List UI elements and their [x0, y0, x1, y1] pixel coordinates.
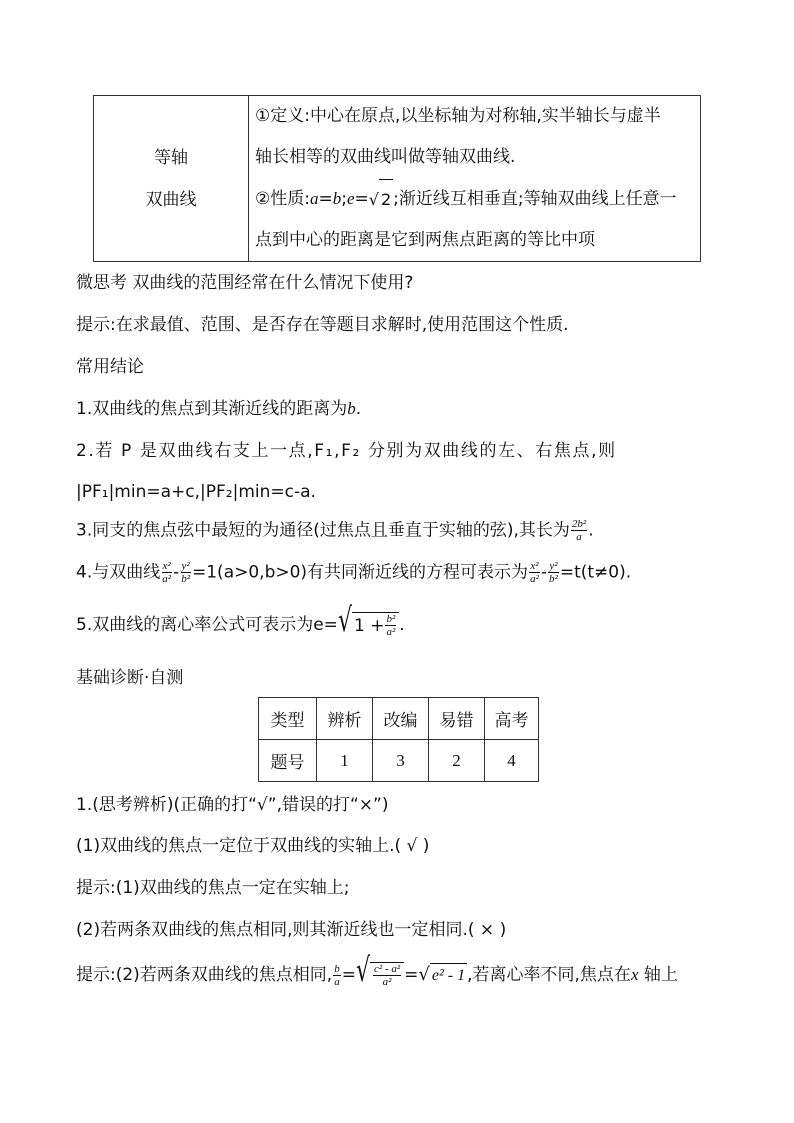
c4-text-1: 4.与双曲线 — [76, 562, 161, 583]
exercise-item-2-hint — [76, 952, 678, 990]
table-row — [259, 740, 539, 782]
equals-sign: = — [354, 189, 369, 209]
radical-sign: √ — [418, 963, 430, 985]
var-b: b — [332, 189, 342, 208]
var-e: e — [346, 189, 355, 208]
c4-frac-1 — [161, 560, 172, 585]
head-line-2: 双曲线 — [145, 189, 197, 210]
conclusion-5 — [76, 602, 405, 640]
table-content-cell — [249, 96, 701, 262]
frac-denominator: b² — [181, 573, 190, 585]
property-rest: ;渐近线互相垂直;等轴双曲线上任意一 — [393, 189, 677, 209]
equals-sign: = — [318, 189, 333, 209]
definition-line-1: ①定义:中心在原点,以坐标轴为对称轴,实半轴长与虚半 — [255, 106, 661, 126]
table-row — [259, 698, 539, 740]
frac-denominator: b² — [549, 573, 558, 585]
exercise-intro: 1.(思考辨析)(正确的打“√”,错误的打“×”) — [76, 795, 389, 815]
c3-text: 3.同支的焦点弦中最短的为通径(过焦点且垂直于实轴的弦),其长为 — [76, 520, 570, 541]
think-question: 微思考 双曲线的范围经常在什么情况下使用? — [76, 273, 414, 293]
sqrt-fraction — [373, 963, 401, 988]
radical-sign: √ — [337, 602, 352, 640]
table-head-cell — [94, 96, 249, 262]
table-cell: 3 — [373, 740, 429, 782]
exercise-item-2: (2)若两条双曲线的焦点相同,则其渐近线也一定相同.( × ) — [76, 920, 507, 940]
property-line-1 — [255, 178, 696, 220]
exercise-item-1: (1)双曲线的焦点一定位于双曲线的实轴上.( √ ) — [76, 836, 430, 856]
think-hint: 提示:在求最值、范围、是否存在等题目求解时,使用范围这个性质. — [76, 315, 569, 335]
c3-fraction — [571, 518, 587, 543]
c5-sqrt — [337, 602, 399, 640]
minus-sign: - — [540, 562, 548, 583]
c1-end: . — [355, 399, 362, 419]
var-x: x — [630, 965, 639, 984]
frac-numerator: 2b² — [571, 518, 587, 530]
table-cell: 1 — [317, 740, 373, 782]
equiaxial-hyperbola-table — [93, 95, 701, 262]
minus-sign: - — [173, 562, 180, 583]
conclusion-3 — [76, 518, 594, 543]
frac-numerator: y² — [549, 560, 558, 572]
c4-text-3: =t(t≠0). — [559, 562, 632, 583]
sqrt-expression-2 — [418, 963, 467, 988]
c1-text: 1.双曲线的焦点到其渐近线的距离为 — [76, 399, 348, 419]
hint-text-c: 轴上 — [638, 965, 678, 985]
b-over-a-fraction — [333, 963, 341, 988]
frac-denominator: a — [334, 975, 340, 988]
frac-denominator: a² — [162, 573, 172, 585]
c4-frac-4 — [548, 560, 559, 585]
sqrt-arg: e² - 1 — [430, 963, 467, 988]
table-cell: 2 — [429, 740, 485, 782]
sqrt-one: 1 + — [353, 615, 385, 636]
table-cell: 类型 — [259, 698, 317, 740]
hint-text-b: ,若离心率不同,焦点在 — [467, 965, 631, 985]
equals-sign: = — [404, 965, 419, 985]
c5-text: 5.双曲线的离心率公式可表示为e= — [76, 615, 338, 635]
radical-sign: √ — [355, 952, 370, 990]
c1-var: b — [347, 399, 356, 418]
var-a: a — [309, 189, 319, 208]
c3-end: . — [588, 520, 594, 541]
frac-numerator: b — [334, 962, 340, 975]
frac-denominator: a — [576, 531, 582, 543]
hint-text-a: 提示:(2)若两条双曲线的焦点相同, — [76, 965, 333, 985]
c4-frac-2 — [180, 560, 191, 585]
frac-denominator: a² — [382, 976, 392, 988]
table-cell: 题号 — [259, 740, 317, 782]
c4-text-2: =1(a>0,b>0)有共同渐近线的方程可表示为 — [192, 562, 529, 583]
frac-numerator: x² — [162, 560, 171, 572]
conclusions-title: 常用结论 — [76, 357, 144, 377]
sqrt-body — [352, 612, 399, 638]
radical-sign: √ — [368, 189, 379, 209]
property-prefix: ②性质: — [255, 189, 310, 209]
question-type-table — [258, 697, 539, 782]
exercise-item-1-hint: 提示:(1)双曲线的焦点一定在实轴上; — [76, 878, 350, 898]
table-cell: 辨析 — [317, 698, 373, 740]
frac-numerator: c² - a² — [374, 963, 401, 975]
c5-end: . — [399, 615, 405, 635]
conclusion-1 — [76, 397, 361, 421]
head-line-1: 等轴 — [154, 147, 188, 168]
frac-numerator: x² — [530, 560, 539, 572]
separator: ; — [341, 189, 347, 209]
sqrt-arg: 2 — [379, 179, 393, 220]
definition-line-2: 轴长相等的双曲线叫做等轴双曲线. — [255, 147, 516, 167]
table-cell: 改编 — [373, 698, 429, 740]
property-line-2: 点到中心的距离是它到两焦点距离的等比中项 — [255, 230, 595, 250]
diagnosis-title: 基础诊断·自测 — [76, 668, 184, 688]
frac-numerator: y² — [181, 560, 190, 572]
frac-denominator: a² — [386, 626, 396, 638]
frac-numerator: b² — [386, 613, 396, 625]
sqrt-body — [370, 962, 404, 988]
conclusion-2-line-1: 2.若 P 是双曲线右支上一点,F₁,F₂ 分别为双曲线的左、右焦点,则 — [76, 441, 617, 461]
equals-sign: = — [341, 965, 356, 985]
sqrt-expression — [369, 179, 393, 220]
c4-frac-3 — [529, 560, 540, 585]
table-cell: 高考 — [485, 698, 539, 740]
table-cell: 4 — [485, 740, 539, 782]
conclusion-4 — [76, 560, 631, 585]
conclusion-2-line-2: |PF₁|min=a+c,|PF₂|min=c-a. — [76, 482, 316, 502]
sqrt-expression-1 — [355, 952, 404, 990]
c5-fraction — [385, 613, 396, 638]
frac-denominator: a² — [530, 573, 539, 585]
table-cell: 易错 — [429, 698, 485, 740]
